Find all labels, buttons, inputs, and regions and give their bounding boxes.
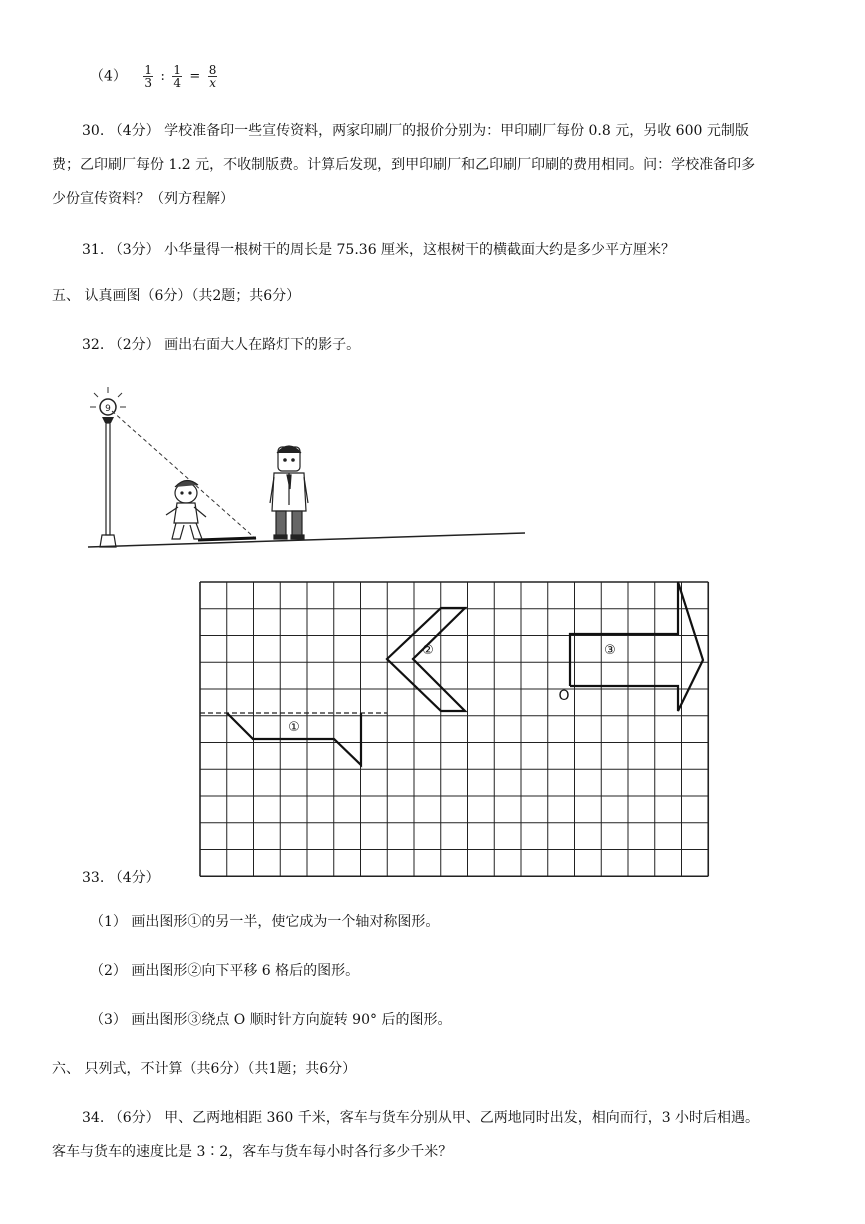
shape-3 xyxy=(570,582,703,711)
fraction-numerator: 1 xyxy=(173,63,181,77)
fraction-denominator: 4 xyxy=(173,76,181,90)
q34-line-2: 客车与货车的速度比是 3∶2，客车与货车每小时各行多少千米？ xyxy=(52,1144,453,1160)
q32-line-1: 32. （2分） 画出右面大人在路灯下的影子。 xyxy=(82,337,361,353)
q30-line-3: 少份宣传资料？（列方程解） xyxy=(52,191,234,207)
shape-3-label: ③ xyxy=(604,643,616,658)
colon-operator: : xyxy=(160,68,165,84)
shape-2 xyxy=(387,608,465,711)
q34-line-1: 34. （6分） 甲、乙两地相距 360 千米，客车与货车分别从甲、乙两地同时出发，相向而行，3 小时后相遇。 xyxy=(82,1110,760,1126)
q33-sub-2: （2） 画出图形②向下平移 6 格后的图形。 xyxy=(90,963,360,979)
streetlight-illustration xyxy=(80,385,530,555)
svg-text:9: 9 xyxy=(105,404,111,414)
grid-lines xyxy=(200,582,708,876)
fraction-denominator: x xyxy=(209,76,216,90)
q33-sub-3: （3） 画出图形③绕点 O 顺时针方向旋转 90° 后的图形。 xyxy=(90,1012,452,1028)
shape-1-label: ① xyxy=(288,720,300,735)
fraction-numerator: 8 xyxy=(208,63,217,77)
fraction-denominator: 3 xyxy=(144,76,153,90)
q33-header: 33. （4分） xyxy=(82,870,160,886)
fraction-one-third xyxy=(143,64,153,89)
shape-2-label: ② xyxy=(422,643,434,658)
section-6-title: 六、 只列式，不计算（共6分）（共1题；共6分） xyxy=(52,1061,357,1077)
q29-4-label: （4） xyxy=(90,68,127,85)
fraction-one-fourth xyxy=(172,64,182,89)
q31-line-1: 31. （3分） 小华量得一根树干的周长是 75.36 厘米，这根树干的横截面大约是多少平方厘米？ xyxy=(82,242,676,258)
q33-sub-1: （1） 画出图形①的另一半，使它成为一个轴对称图形。 xyxy=(90,914,440,930)
q30-line-2: 费；乙印刷厂每份 1.2 元，不收制版费。计算后发现，到甲印刷厂和乙印刷厂印刷的费用相同。问：学校准备印多 xyxy=(52,157,756,173)
section-5-title: 五、 认真画图（6分）（共2题；共6分） xyxy=(52,288,301,304)
q29-4-equation xyxy=(90,64,218,89)
fraction-eight-over-x xyxy=(208,64,218,89)
fraction-numerator: 1 xyxy=(144,63,153,77)
equals-operator: = xyxy=(189,68,201,84)
q30-line-1: 30. （4分） 学校准备印一些宣传资料，两家印刷厂的报价分别为：甲印刷厂每份 0.8 元，另收 600 元制版 xyxy=(82,123,749,139)
point-o-label: O xyxy=(558,688,570,704)
drawing-grid xyxy=(190,572,715,884)
